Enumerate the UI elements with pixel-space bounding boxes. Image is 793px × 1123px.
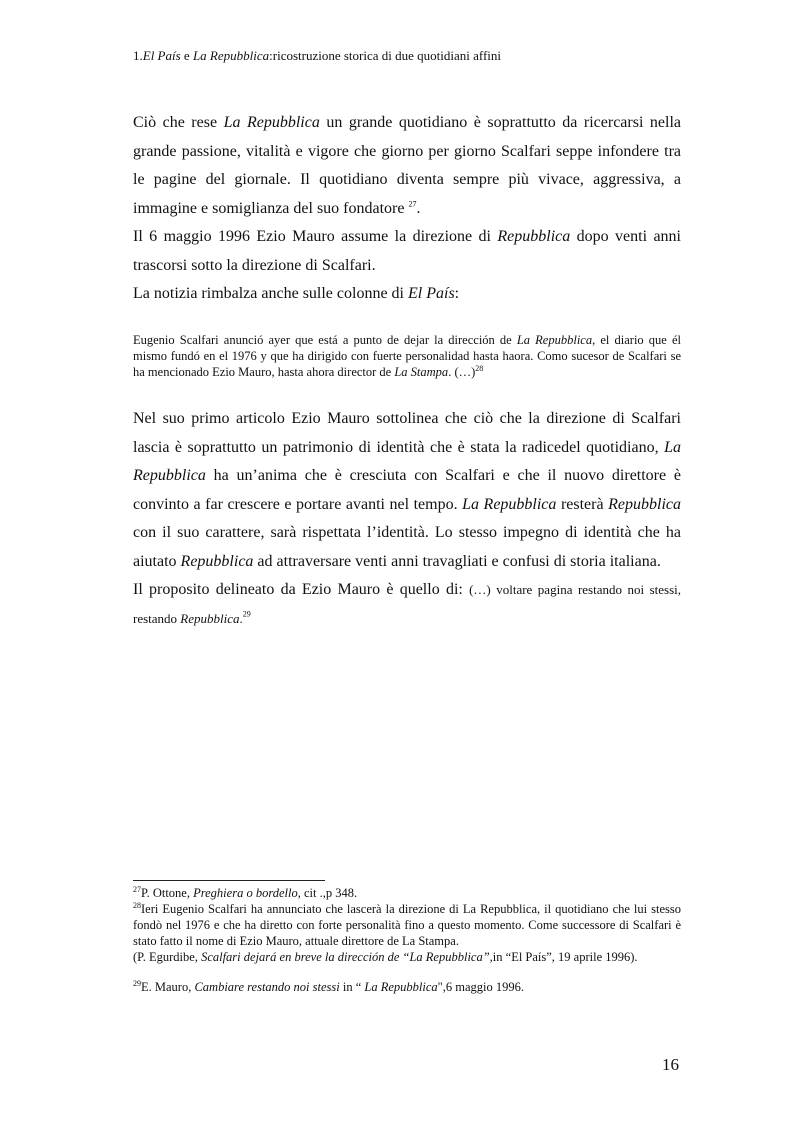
quote-text: Eugenio Scalfari anunció ayer que está a punto de dejar la dirección de — [133, 333, 517, 347]
paragraph-2 — [133, 223, 681, 280]
footnote-28 — [133, 901, 681, 949]
paragraph-1-end: . — [416, 199, 421, 217]
paragraph-4-text-2: ha un’anima che è cresciuta con Scalfari e che il nuovo direttore è convinto a far crescere e portare avanti nel tempo. — [133, 467, 681, 513]
block-quote — [133, 332, 681, 380]
quote-text-3: . (…) — [448, 365, 476, 379]
footnote-27-citation: cit .,p 348. — [300, 886, 358, 900]
paragraph-2-text-2: dopo venti anni trascorsi sotto la direzione di Scalfari. — [133, 228, 681, 274]
footnote-28-text: Ieri Eugenio Scalfari ha annunciato che lascerà la direzione di La Repubblica, il quotidiano che lui stesso fondò nel 1976 e che ha diretto con forte personalità fino a questo momento. Come successore di Scalfari è stato fatto il nome di Ezio Mauro, attuale direttore de La Stampa. — [133, 902, 681, 948]
header-subtitle: :ricostruzione storica di due quotidiani affini — [269, 48, 502, 63]
paragraph-1-text-2: un grande quotidiano è soprattutto da ricercarsi nella grande passione, vitalità e vigore che giorno per giorno Scalfari seppe infondere tra le pagine del giornale. Il quotidiano diventa sempre più vivace, aggressiva, a immagine e somiglianza del suo fondatore — [133, 114, 681, 217]
paragraph-4-text-4: con il suo carattere, sarà rispettata l’identità. Lo stesso impegno di identità che ha aiutato — [133, 524, 681, 570]
paragraph-5 — [133, 576, 681, 633]
footnotes — [133, 885, 681, 995]
header-chapter-number: 1. — [133, 48, 143, 63]
paragraph-4-italic-2: La Repubblica — [462, 495, 557, 513]
footnote-ref-29[interactable]: 29 — [242, 609, 251, 619]
footnote-28-source-citation: in “El País”, 19 aprile 1996). — [492, 950, 638, 964]
paragraph-5-text: Il proposito delineato da Ezio Mauro è quello di: — [133, 581, 470, 598]
footnote-28-source-title: Scalfari dejará en breve la dirección de “La Repubblica”, — [201, 950, 493, 964]
paragraph-3-italic: El País — [408, 285, 455, 302]
paragraph-5-italic: Repubblica — [180, 610, 240, 626]
paragraph-3-end: : — [454, 285, 460, 302]
page-number: 16 — [662, 1055, 679, 1074]
footnote-28-source — [133, 949, 681, 965]
running-header — [133, 48, 501, 64]
footnote-29-title: Cambiare restando noi stessi — [194, 980, 340, 994]
header-el-pais: El País — [142, 48, 181, 63]
footnote-ref-28[interactable]: 28 — [475, 363, 484, 373]
footnote-29 — [133, 979, 681, 995]
footnote-29-date: ",6 maggio 1996. — [437, 980, 525, 994]
paragraph-2-text: Il 6 maggio 1996 Ezio Mauro assume la direzione di — [133, 228, 498, 245]
quote-text-2: , el diario que él mismo fundó en el 1976 y que ha dirigido con fuerte personalidad hasta haora. Como sucesor de Scalfari se ha mencionado Ezio Mauro, hasta ahora director de — [133, 333, 681, 379]
footnote-28-number: 28 — [133, 900, 141, 910]
paragraph-2-italic: Repubblica — [497, 228, 571, 245]
paragraph-4 — [133, 405, 681, 576]
quote-italic-2: La Stampa — [394, 365, 449, 379]
footnote-29-number: 29 — [133, 978, 141, 988]
header-la-repubblica: La Repubblica — [192, 48, 270, 63]
footnote-27 — [133, 885, 681, 901]
paragraph-4-italic-4: Repubblica — [180, 552, 254, 570]
paragraph-3-text: La notizia rimbalza anche sulle colonne di — [133, 285, 408, 302]
paragraph-4-text: Nel suo primo articolo Ezio Mauro sottolinea che ciò che la direzione di Scalfari lascia è soprattutto un patrimonio di identità che è stata la radicedel quotidiano, — [133, 410, 681, 456]
paragraph-4-text-5: ad attraversare venti anni travagliati e confusi di storia italiana. — [253, 552, 661, 570]
paragraph-1-italic: La Repubblica — [223, 114, 320, 131]
paragraph-4-text-3: resterà — [556, 495, 609, 513]
paragraph-4-italic-1: La Repubblica — [133, 438, 681, 484]
footnote-27-title: Preghiera o bordello, — [193, 886, 301, 900]
paragraph-3 — [133, 280, 681, 309]
body-text-lower — [133, 405, 681, 633]
paragraph-5-end: . — [239, 610, 243, 626]
quote-paragraph — [133, 332, 681, 380]
footnote-ref-27[interactable]: 27 — [408, 199, 417, 209]
header-conjunction: e — [180, 48, 193, 63]
footnote-29-in: in “ — [339, 980, 365, 994]
footnote-27-number: 27 — [133, 884, 141, 894]
paragraph-1-text: Ciò che rese — [133, 114, 224, 131]
footnote-separator — [133, 880, 325, 881]
quote-italic-1: La Repubblica — [516, 333, 593, 347]
paragraph-4-italic-3: Repubblica — [608, 495, 682, 513]
paragraph-1 — [133, 109, 681, 223]
paragraph-5-inline-quote: (…) voltare pagina restando noi stessi, restando — [133, 582, 681, 626]
footnote-29-newspaper: La Repubblica — [364, 980, 438, 994]
footnote-27-text: P. Ottone, — [141, 886, 194, 900]
body-text-upper — [133, 109, 681, 309]
footnote-29-author: E. Mauro, — [141, 980, 195, 994]
footnote-28-source-author: (P. Egurdibe, — [133, 950, 202, 964]
